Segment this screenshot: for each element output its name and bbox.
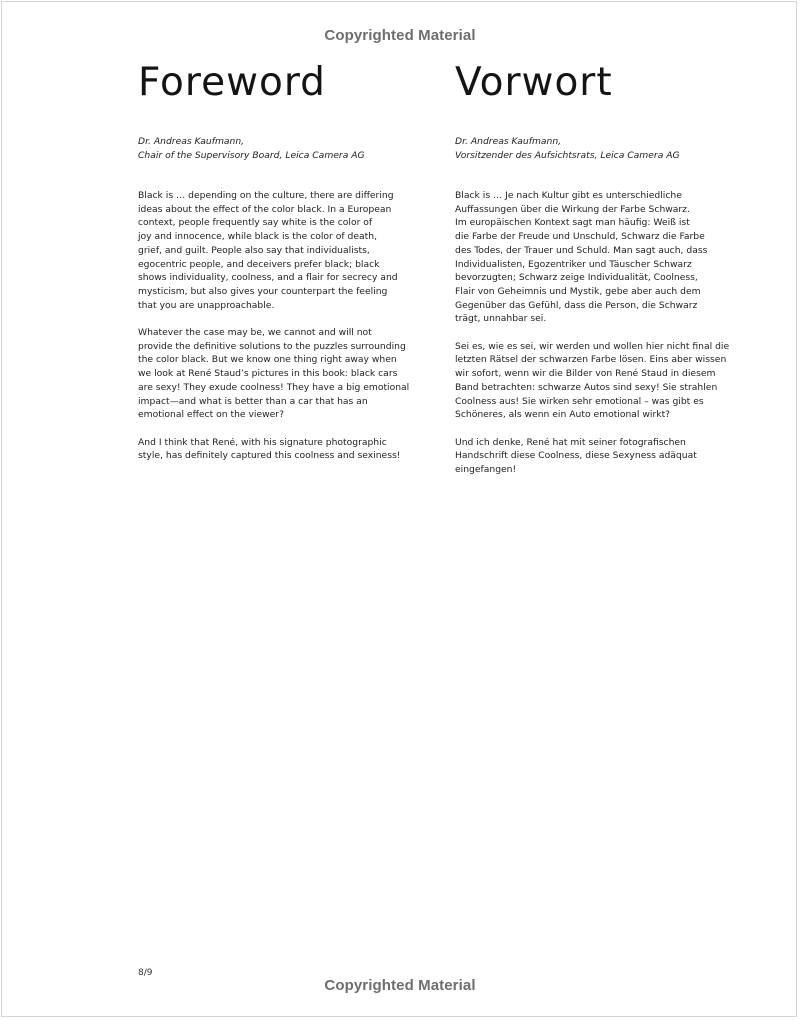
- text-line: Whatever the case may be, we cannot and will not: [138, 327, 372, 339]
- english-paragraph-3: [138, 436, 438, 463]
- text-line: Schöneres, als wenn ein Auto emotional wirkt?: [455, 409, 671, 421]
- text-line: eingefangen!: [455, 464, 517, 476]
- text-line: shows individuality, coolness, and a flair for secrecy and: [138, 272, 398, 284]
- english-heading: Foreword: [138, 60, 326, 105]
- text-line: Black is … depending on the culture, there are differing: [138, 190, 394, 201]
- text-line: joy and innocence, while black is the color of death,: [138, 231, 377, 243]
- english-paragraph-1: [138, 189, 438, 312]
- english-body: [138, 189, 438, 477]
- text-line: die Farbe der Freude und Unschuld, Schwarz die Farbe: [455, 231, 705, 243]
- text-line: trägt, unnahbar sei.: [455, 313, 547, 325]
- text-line: impact—and what is better than a car that has an: [138, 395, 368, 407]
- text-line: the color black. But we know one thing right away when: [138, 354, 397, 366]
- text-line: And I think that René, with his signature photographic: [138, 436, 387, 448]
- text-line: Coolness aus! Sie wirken sehr emotional – was gibt es: [455, 395, 704, 407]
- english-byline-role: Chair of the Supervisory Board, Leica Camera AG: [138, 150, 365, 161]
- text-line: Gegenüber das Gefühl, dass die Person, die Schwarz: [455, 299, 698, 311]
- text-line: bevorzugten; Schwarz zeige Individualität, Coolness,: [455, 272, 698, 284]
- text-line: wir sofort, wenn wir die Bilder von René Staud in diesem: [455, 368, 716, 380]
- text-line: grief, and guilt. People also say that individualists,: [138, 244, 370, 256]
- watermark-bottom: Copyrighted Material: [324, 977, 476, 994]
- text-line: Handschrift diese Coolness, diese Sexyness adäquat: [455, 450, 697, 462]
- text-line: context, people frequently say white is the color of: [138, 217, 373, 229]
- german-paragraph-2: [455, 340, 755, 422]
- english-byline-author: Dr. Andreas Kaufmann,: [138, 136, 245, 147]
- text-line: Black is … Je nach Kultur gibt es unterschiedliche: [455, 190, 682, 201]
- text-line: Sei es, wie es sei, wir werden und wollen hier nicht final die: [455, 340, 730, 352]
- german-paragraph-1: [455, 189, 755, 326]
- text-line: emotional effect on the viewer?: [138, 409, 284, 421]
- german-byline-author: Dr. Andreas Kaufmann,: [455, 136, 562, 147]
- text-line: Im europäischen Kontext sagt man häufig: Weiß ist: [455, 217, 690, 229]
- german-body: [455, 189, 755, 490]
- text-line: mysticism, but also gives your counterpart the feeling: [138, 285, 388, 297]
- text-line: letzten Rätsel der schwarzen Farbe lösen. Eins aber wissen: [455, 354, 727, 366]
- text-line: des Todes, der Trauer und Schuld. Man sagt auch, dass: [455, 244, 708, 256]
- watermark-top: Copyrighted Material: [324, 27, 476, 44]
- text-line: Individualisten, Egozentriker und Täuscher Schwarz: [455, 258, 692, 270]
- text-line: that you are unapproachable.: [138, 299, 275, 311]
- text-line: Auffassungen über die Wirkung der Farbe Schwarz.: [455, 203, 690, 215]
- page-number: 8/9: [138, 968, 153, 978]
- german-byline: [455, 135, 775, 163]
- german-heading: Vorwort: [455, 60, 613, 105]
- text-line: Flair von Geheimnis und Mystik, gebe aber auch dem: [455, 285, 701, 297]
- text-line: style, has definitely captured this coolness and sexiness!: [138, 450, 401, 462]
- text-line: Und ich denke, René hat mit seiner fotografischen: [455, 436, 686, 448]
- text-line: Band betrachten: schwarze Autos sind sexy! Sie strahlen: [455, 381, 718, 393]
- english-paragraph-2: [138, 326, 438, 422]
- german-paragraph-3: [455, 436, 755, 477]
- text-line: are sexy! They exude coolness! They have a big emotional: [138, 381, 410, 393]
- german-byline-role: Vorsitzender des Aufsichtsrats, Leica Camera AG: [455, 150, 680, 161]
- text-line: provide the definitive solutions to the puzzles surrounding: [138, 340, 406, 352]
- text-line: ideas about the effect of the color black. In a European: [138, 203, 392, 215]
- english-byline: [138, 135, 458, 163]
- text-line: egocentric people, and deceivers prefer black; black: [138, 258, 380, 270]
- text-line: we look at René Staud’s pictures in this book: black cars: [138, 368, 398, 380]
